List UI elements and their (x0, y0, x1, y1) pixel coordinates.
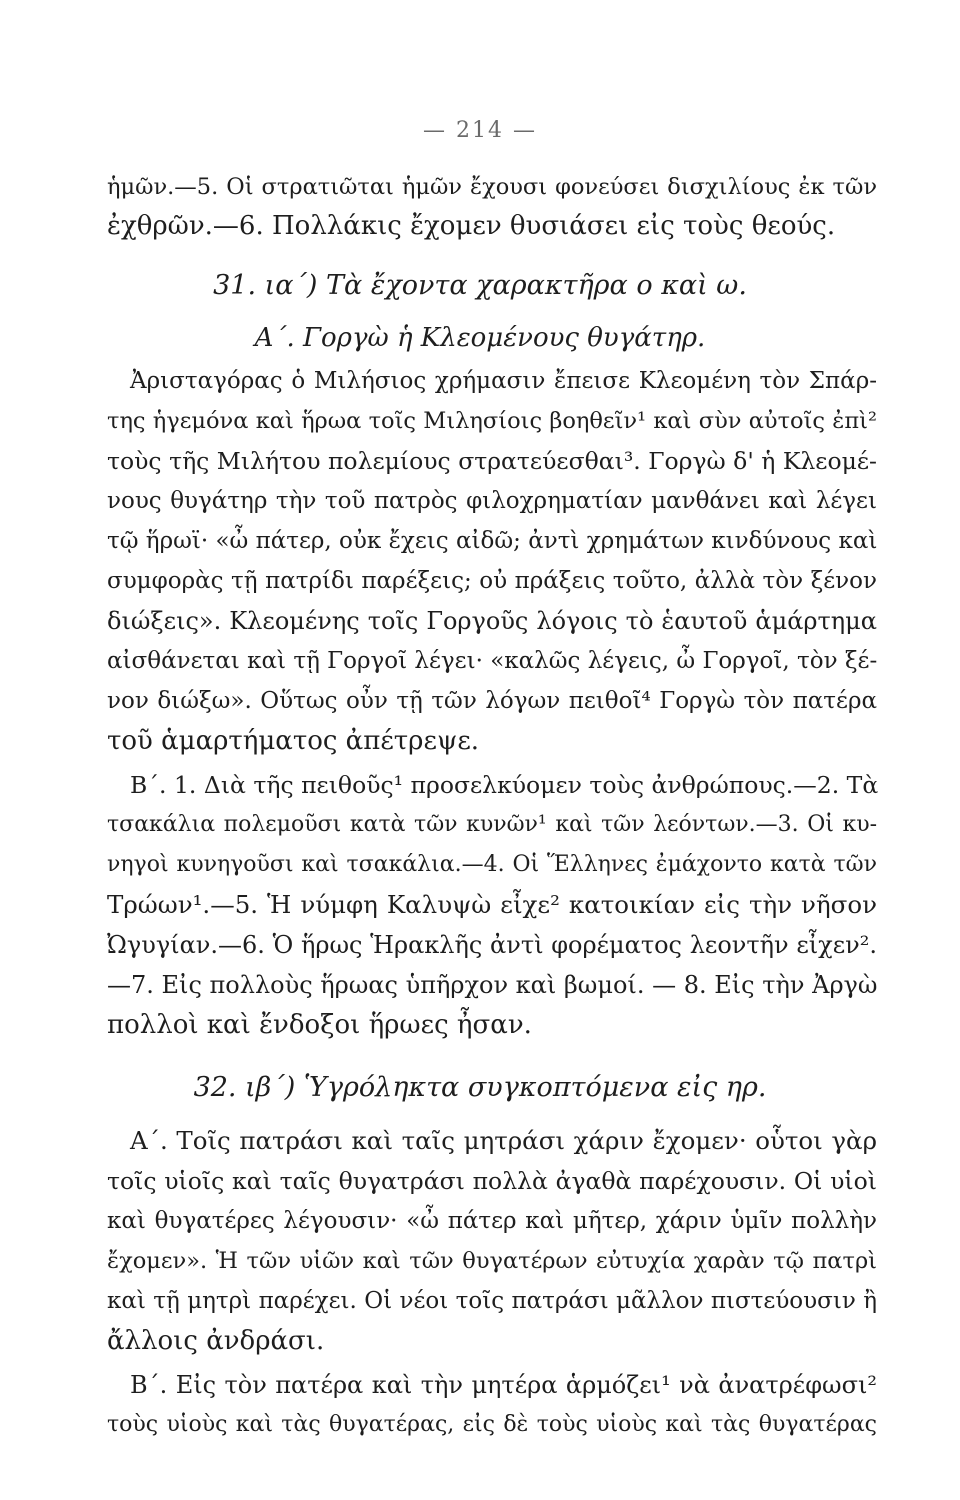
text-line: αἰσθάνεται καὶ τῇ Γοργοῖ λέγει· «καλῶς λέγεις, ὦ Γοργοῖ, τὸν ξέ- (107, 648, 878, 674)
text-line: τοὺς τῆς Μιλήτου πολεμίους στρατεύεσθαι³. Γοργὼ δ' ἡ Κλεομέ- (107, 447, 877, 475)
subheading-gorgo: Α΄. Γοργὼ ἡ Κλεομένους θυγάτηρ. (254, 323, 706, 353)
text-line: Ὠγυγίαν.—6. Ὁ ἥρως Ἡρακλῆς ἀντὶ φορέματος λεοντῆν εἶχεν². (107, 931, 877, 959)
text-line: τοὺς υἱοὺς καὶ τὰς θυγατέρας, εἰς δὲ τοὺς υἱοὺς καὶ τὰς θυγατέρας (107, 1412, 877, 1437)
text-line: τοῦ ἁμαρτήματος ἀπέτρεψε. (107, 726, 480, 756)
text-line: διώξεις». Κλεομένης τοῖς Γοργοῦς λόγοις τὸ ἑαυτοῦ ἁμάρτημα (107, 607, 877, 635)
text-line: καὶ τῇ μητρὶ παρέχει. Οἱ νέοι τοῖς πατράσι μᾶλλον πιστεύουσιν ἢ (107, 1288, 877, 1314)
text-line: τῷ ἥρωϊ· «ὦ πάτερ, οὐκ ἔχεις αἰδῶ; ἀντὶ χρημάτων κινδύνους καὶ (107, 528, 878, 554)
text-line: Α΄. Τοῖς πατράσι καὶ ταῖς μητράσι χάριν ἔχομεν· οὗτοι γὰρ (130, 1126, 877, 1155)
text-line: καὶ θυγατέρες λέγουσιν· «ὦ πάτερ καὶ μῆτερ, χάριν ὑμῖν πολλὴν (107, 1208, 877, 1234)
text-line: νον διώξω». Οὕτως οὖν τῇ τῶν λόγων πειθοῖ⁴ Γοργὼ τὸν πατέρα (107, 688, 877, 714)
page-number: — 214 — (423, 118, 537, 143)
text-line: ἄλλοις ἀνδράσι. (107, 1326, 325, 1356)
text-line: ἐχθρῶν.—6. Πολλάκις ἔχομεν θυσιάσει εἰς τοὺς θεούς. (107, 211, 836, 241)
text-line: πολλοὶ καὶ ἔνδοξοι ἥρωες ἦσαν. (107, 1010, 532, 1040)
text-line: τοῖς υἱοῖς καὶ ταῖς θυγατράσι πολλὰ ἀγαθὰ παρέχουσιν. Οἱ υἱοὶ (107, 1167, 877, 1195)
section-heading-31: 31. ια΄) Τὰ ἔχοντα χαρακτῆρα ο καὶ ω. (213, 270, 747, 301)
text-line: ἔχομεν». Ἡ τῶν υἱῶν καὶ τῶν θυγατέρων εὐτυχία χαρὰν τῷ πατρὶ (107, 1248, 877, 1274)
text-line: Β΄. 1. Διὰ τῆς πειθοῦς¹ προσελκύομεν τοὺς ἀνθρώπους.—2. Τὰ (130, 771, 879, 799)
text-line: Ἀρισταγόρας ὁ Μιλήσιος χρήμασιν ἔπεισε Κλεομένη τὸν Σπάρ- (130, 368, 877, 394)
text-line: Τρώων¹.—5. Ἡ νύμφη Καλυψὼ εἶχε² κατοικίαν εἰς τὴν νῆσον (107, 890, 877, 919)
text-line: νηγοὶ κυνηγοῦσι καὶ τσακάλια.—4. Οἱ Ἕλληνες ἐμάχοντο κατὰ τῶν (107, 852, 877, 877)
text-line: συμφορὰς τῇ πατρίδι παρέξεις; οὐ πράξεις τοῦτο, ἀλλὰ τὸν ξένον (107, 568, 877, 594)
text-line: τσακάλια πολεμοῦσι κατὰ τῶν κυνῶν¹ καὶ τῶν λεόντων.—3. Οἱ κυ- (107, 812, 877, 837)
text-line: ἡμῶν.—5. Οἱ στρατιῶται ἡμῶν ἔχουσι φονεύσει δισχιλίους ἐκ τῶν (107, 174, 877, 200)
section-heading-32: 32. ιβ΄) Ὑγρόληκτα συγκοπτόμενα εἰς ηρ. (193, 1072, 767, 1103)
text-line: της ἡγεμόνα καὶ ἥρωα τοῖς Μιλησίοις βοηθεῖν¹ καὶ σὺν αὐτοῖς ἐπὶ² (107, 408, 877, 434)
text-line: νους θυγάτηρ τὴν τοῦ πατρὸς φιλοχρηματίαν μανθάνει καὶ λέγει (107, 488, 877, 514)
text-line: —7. Εἰς πολλοὺς ἥρωας ὑπῆρχον καὶ βωμοί. — 8. Εἰς τὴν Ἀργὼ (107, 971, 878, 999)
text-line: Β΄. Εἰς τὸν πατέρα καὶ τὴν μητέρα ἁρμόζει¹ νὰ ἀνατρέφωσι² (130, 1371, 877, 1399)
